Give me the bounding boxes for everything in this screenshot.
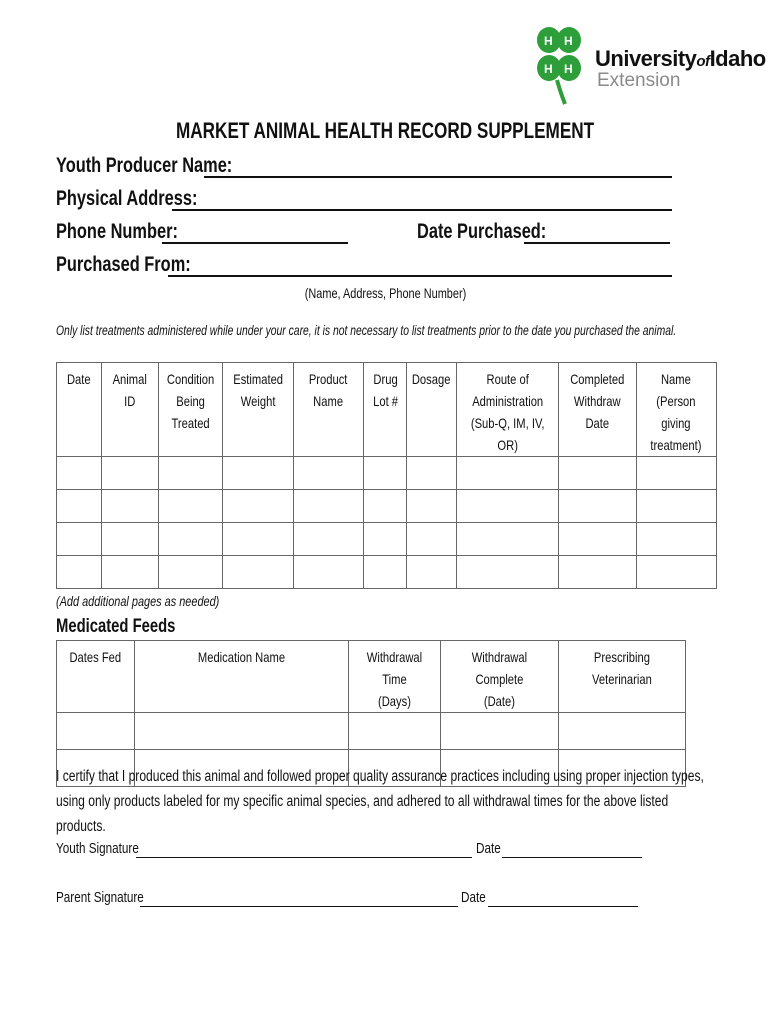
table-cell[interactable] bbox=[223, 523, 294, 556]
clover-icon bbox=[535, 24, 583, 108]
table-cell[interactable] bbox=[364, 457, 407, 490]
table-cell[interactable] bbox=[294, 490, 364, 523]
table-cell[interactable] bbox=[158, 457, 223, 490]
table-cell[interactable] bbox=[456, 457, 558, 490]
youth-signature-field[interactable] bbox=[136, 857, 472, 858]
table-cell[interactable] bbox=[294, 523, 364, 556]
extension-label: Extension bbox=[597, 70, 681, 91]
table-cell[interactable] bbox=[364, 523, 407, 556]
table-cell[interactable] bbox=[158, 523, 223, 556]
phone-label: Phone Number: bbox=[56, 220, 178, 243]
col-withdraw-date: Completed Withdraw Date bbox=[559, 363, 637, 457]
table-cell[interactable] bbox=[364, 490, 407, 523]
table-cell[interactable] bbox=[559, 713, 686, 750]
table-cell[interactable] bbox=[456, 490, 558, 523]
treatment-table bbox=[56, 362, 717, 589]
col-drug-lot: Drug Lot # bbox=[364, 363, 407, 457]
col-veterinarian: Prescribing Veterinarian bbox=[559, 641, 686, 713]
certification-statement: I certify that I produced this animal and followed proper quality assurance practices including using proper injection types, using only products labeled for my specific animal species, and adhered to all withdrawal times for the above listed products. bbox=[56, 768, 704, 835]
table-cell[interactable] bbox=[559, 556, 637, 589]
phone-field[interactable] bbox=[162, 242, 348, 244]
purchased-from-label: Purchased From: bbox=[56, 253, 191, 276]
col-withdrawal-complete: Withdrawal Complete (Date) bbox=[441, 641, 559, 713]
add-pages-note: (Add additional pages as needed) bbox=[56, 593, 220, 609]
col-dates-fed: Dates Fed bbox=[57, 641, 135, 713]
table-row bbox=[57, 556, 717, 589]
col-date: Date bbox=[57, 363, 102, 457]
table-cell[interactable] bbox=[57, 490, 102, 523]
table-cell[interactable] bbox=[636, 523, 716, 556]
table-cell[interactable] bbox=[134, 713, 349, 750]
table-cell[interactable] bbox=[57, 457, 102, 490]
table-cell[interactable] bbox=[223, 457, 294, 490]
table-cell[interactable] bbox=[364, 556, 407, 589]
producer-label: Youth Producer Name: bbox=[56, 154, 233, 177]
table-cell[interactable] bbox=[102, 523, 158, 556]
parent-signature-field[interactable] bbox=[140, 906, 458, 907]
table-cell[interactable] bbox=[158, 490, 223, 523]
table-row bbox=[57, 523, 717, 556]
table-cell[interactable] bbox=[636, 490, 716, 523]
purchased-from-hint: (Name, Address, Phone Number) bbox=[304, 285, 466, 301]
table-row bbox=[57, 713, 686, 750]
address-label: Physical Address: bbox=[56, 187, 198, 210]
table-cell[interactable] bbox=[57, 556, 102, 589]
table-cell[interactable] bbox=[559, 457, 637, 490]
table-cell[interactable] bbox=[407, 457, 456, 490]
col-dosage: Dosage bbox=[407, 363, 456, 457]
parent-signature-label: Parent Signature bbox=[56, 889, 144, 906]
purchased-from-field[interactable] bbox=[168, 275, 672, 277]
col-withdrawal-time: Withdrawal Time (Days) bbox=[349, 641, 441, 713]
youth-date-field[interactable] bbox=[502, 857, 642, 858]
col-animal-id: Animal ID bbox=[102, 363, 158, 457]
table-cell[interactable] bbox=[636, 457, 716, 490]
table-cell[interactable] bbox=[407, 523, 456, 556]
col-person: Name (Person giving treatment) bbox=[636, 363, 716, 457]
table-cell[interactable] bbox=[349, 713, 441, 750]
address-field[interactable] bbox=[172, 209, 672, 211]
table-cell[interactable] bbox=[407, 556, 456, 589]
svg-text:H: H bbox=[544, 34, 553, 48]
table-cell[interactable] bbox=[102, 490, 158, 523]
table-cell[interactable] bbox=[441, 713, 559, 750]
table-cell[interactable] bbox=[636, 556, 716, 589]
col-route: Route of Administration (Sub-Q, IM, IV, OR) bbox=[456, 363, 558, 457]
table-cell[interactable] bbox=[294, 556, 364, 589]
svg-text:H: H bbox=[544, 62, 553, 76]
producer-name-field[interactable] bbox=[204, 176, 672, 178]
date-purchased-label: Date Purchased: bbox=[417, 220, 547, 243]
medicated-header-row bbox=[57, 641, 686, 713]
medicated-feeds-heading: Medicated Feeds bbox=[56, 616, 176, 637]
table-cell[interactable] bbox=[456, 556, 558, 589]
university-name: UniversityofIdaho bbox=[595, 46, 766, 71]
col-product-name: Product Name bbox=[294, 363, 364, 457]
date-purchased-field[interactable] bbox=[524, 242, 670, 244]
table-cell[interactable] bbox=[223, 490, 294, 523]
svg-text:H: H bbox=[564, 34, 573, 48]
table-row bbox=[57, 490, 717, 523]
table-cell[interactable] bbox=[223, 556, 294, 589]
table-cell[interactable] bbox=[456, 523, 558, 556]
table-cell[interactable] bbox=[57, 713, 135, 750]
table-cell[interactable] bbox=[158, 556, 223, 589]
table-cell[interactable] bbox=[407, 490, 456, 523]
table-cell[interactable] bbox=[57, 523, 102, 556]
parent-date-field[interactable] bbox=[488, 906, 638, 907]
form-title: MARKET ANIMAL HEALTH RECORD SUPPLEMENT bbox=[175, 118, 595, 143]
youth-signature-label: Youth Signature bbox=[56, 840, 139, 857]
col-condition: Condition Being Treated bbox=[158, 363, 223, 457]
university-logo bbox=[535, 24, 766, 108]
table-cell[interactable] bbox=[559, 523, 637, 556]
svg-text:H: H bbox=[564, 62, 573, 76]
table-row bbox=[57, 457, 717, 490]
col-medication-name: Medication Name bbox=[134, 641, 349, 713]
treatment-note: Only list treatments administered while under your care, it is not necessary to list treatments prior to the date you purchased the animal. bbox=[56, 322, 677, 338]
table-cell[interactable] bbox=[102, 556, 158, 589]
parent-date-label: Date bbox=[461, 889, 486, 906]
table-cell[interactable] bbox=[559, 490, 637, 523]
table-cell[interactable] bbox=[102, 457, 158, 490]
youth-date-label: Date bbox=[476, 840, 501, 857]
table-cell[interactable] bbox=[294, 457, 364, 490]
treatment-header-row bbox=[57, 363, 717, 457]
col-weight: Estimated Weight bbox=[223, 363, 294, 457]
